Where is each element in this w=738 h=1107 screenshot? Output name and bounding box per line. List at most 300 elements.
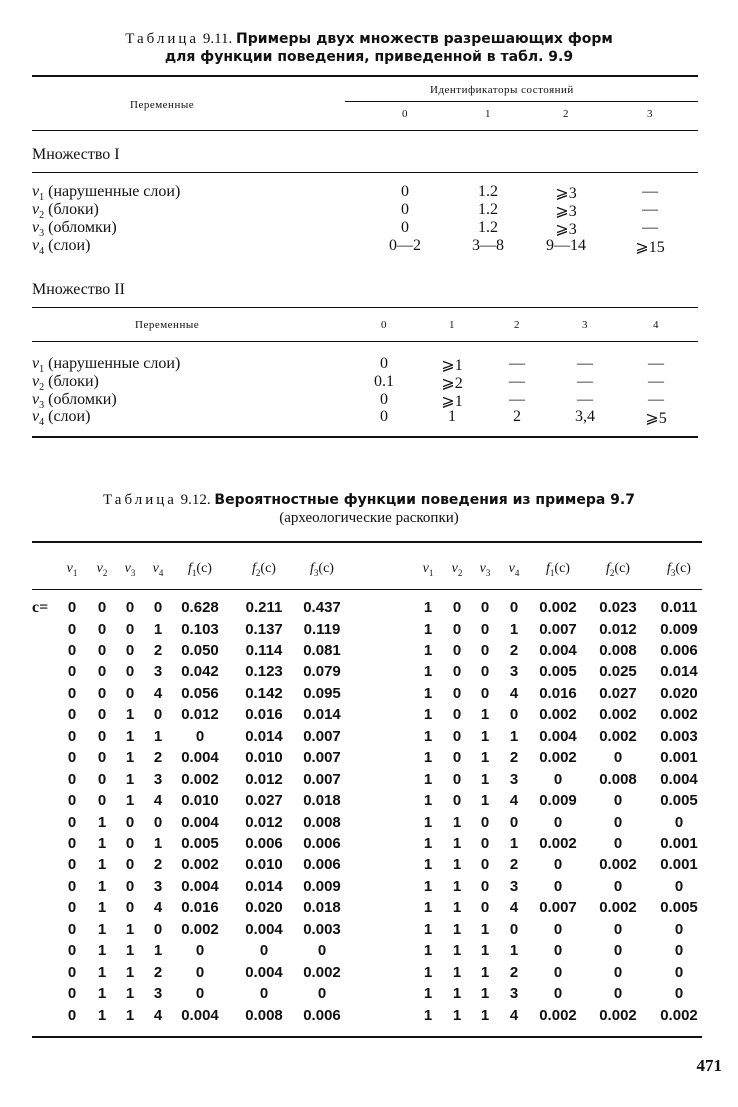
table-cell: 0 (67, 620, 77, 638)
table-cell: 0.007 (303, 770, 341, 788)
table-cell: 0.004 (181, 877, 219, 895)
table-cell: 0 (553, 856, 563, 874)
table-cell: 0.006 (303, 1006, 341, 1024)
table-cell: 0.007 (303, 749, 341, 767)
state-col-header: 3 (647, 108, 653, 120)
table-cell: 1 (153, 727, 163, 745)
table-cell: 0 (67, 985, 77, 1003)
table-cell: 0 (259, 985, 269, 1003)
table-cell: 1 (509, 835, 519, 852)
table-cell: 1 (423, 920, 433, 938)
table-9-11-bottom-rule (32, 436, 698, 438)
table-cell: 0 (452, 792, 462, 809)
table-cell: 0.008 (245, 1006, 283, 1024)
table-cell: 1 (423, 856, 433, 874)
table-cell: 0 (195, 942, 205, 960)
table-cell: 0.119 (303, 620, 341, 638)
table-cell: 0.123 (245, 663, 283, 681)
table-cell: 0.042 (181, 663, 219, 681)
column-header: $f_2(c)$ (252, 561, 276, 578)
table-cell: 0.050 (181, 641, 219, 659)
table-cell: 0.137 (245, 620, 283, 638)
table-cell: 0 (67, 963, 77, 981)
table-cell: 0 (509, 813, 519, 831)
table-cell: 0 (380, 355, 388, 372)
variable-label: $v_2$ (блоки) (32, 201, 99, 222)
table-cell: 1 (423, 963, 433, 981)
table-cell: 0 (674, 920, 684, 938)
table-cell: 1 (423, 706, 433, 724)
table-cell: 4 (509, 684, 519, 702)
table-cell: 1 (480, 727, 490, 745)
table-cell: 0.004 (660, 770, 698, 788)
table-cell: 0.014 (245, 877, 283, 895)
table-cell: 0.211 (245, 599, 283, 616)
page-number: 471 (696, 1056, 722, 1075)
table-cell: 0.437 (303, 599, 341, 616)
table-cell: — (509, 373, 525, 390)
table-cell: 0 (613, 813, 623, 831)
table-cell: 0.002 (660, 706, 698, 724)
table-cell: 0 (452, 620, 462, 638)
table-cell: 0.011 (660, 599, 698, 616)
table-cell: 1 (452, 877, 462, 895)
table-cell: 0.009 (660, 620, 698, 638)
table-cell: ⩾15 (635, 239, 665, 256)
table-cell: 0.001 (660, 856, 698, 874)
caption-title-line1: Вероятностные функции поведения из примера 9.7 (214, 492, 635, 508)
table-cell: 2 (513, 408, 521, 425)
table-cell: 0 (67, 835, 77, 852)
table-cell: 1 (97, 942, 107, 960)
table-cell: 0 (97, 749, 107, 767)
table-cell: 0 (674, 985, 684, 1003)
table-cell: 3 (153, 877, 163, 895)
column-header: $f_3(c)$ (667, 561, 691, 578)
table-cell: 1 (125, 963, 135, 981)
table-cell: 1 (153, 620, 163, 638)
table-cell: 1 (480, 770, 490, 788)
table-cell: 0 (125, 641, 135, 659)
set2-col-header: 1 (449, 319, 455, 331)
table-cell: 0.002 (539, 1006, 577, 1024)
table-cell: 0.023 (599, 599, 637, 616)
table-cell: 1 (423, 942, 433, 960)
table-cell: 0 (97, 792, 107, 809)
table-cell: 1 (480, 706, 490, 724)
table-cell: 4 (509, 1006, 519, 1024)
table-cell: 0.012 (245, 813, 283, 831)
table-cell: 0 (613, 985, 623, 1003)
table-cell: — (509, 355, 525, 372)
table-cell: 0.007 (539, 620, 577, 638)
table-cell: 0 (553, 963, 563, 981)
table-cell: 0 (125, 856, 135, 874)
table-cell: 0 (97, 684, 107, 702)
set2-col-header: 2 (514, 319, 520, 331)
table-cell: 0 (125, 663, 135, 681)
table-cell: 0.008 (599, 641, 637, 659)
table-cell: 0 (125, 899, 135, 917)
table-cell: 4 (509, 899, 519, 917)
variable-label: $v_2$ (блоки) (32, 373, 99, 394)
table-cell: ⩾5 (645, 410, 667, 427)
table-cell: 0 (553, 877, 563, 895)
set2-var-header: Переменные (135, 319, 200, 331)
table-cell: 0 (613, 920, 623, 938)
table-cell: 0.103 (181, 620, 219, 638)
table-cell: 1 (423, 727, 433, 745)
table-cell: 0 (480, 899, 490, 917)
set2-label: Множество II (32, 281, 125, 298)
table-cell: 0 (553, 942, 563, 960)
table-cell: 0 (67, 684, 77, 702)
table-cell: 0 (480, 663, 490, 681)
table-cell: 0.007 (303, 727, 341, 745)
table-cell: 0 (195, 985, 205, 1003)
table-cell: 1 (125, 727, 135, 745)
table-cell: 3 (153, 663, 163, 681)
table-cell: 0 (401, 201, 409, 218)
table-cell: 0 (153, 706, 163, 724)
table-cell: 1 (153, 942, 163, 960)
table-cell: 1 (423, 985, 433, 1003)
table-cell: 0.056 (181, 684, 219, 702)
table-cell: 0.012 (599, 620, 637, 638)
table-cell: 3 (153, 985, 163, 1003)
table-cell: ⩾3 (555, 221, 577, 238)
table-cell: 0 (480, 877, 490, 895)
state-col-header: 0 (402, 108, 408, 120)
table-cell: 0 (97, 706, 107, 724)
table-cell: 1.2 (478, 219, 498, 236)
table-cell: 0 (553, 770, 563, 788)
table-cell: 3,4 (575, 408, 595, 425)
table-cell: 0 (67, 599, 77, 616)
table-cell: 0.002 (539, 706, 577, 724)
table-cell: 1 (423, 620, 433, 638)
table-cell: — (648, 373, 664, 390)
table-cell: 0 (613, 792, 623, 809)
table-cell: 0.012 (181, 706, 219, 724)
table-cell: 1 (423, 792, 433, 809)
table-cell: 0 (452, 599, 462, 616)
table-cell: 2 (153, 641, 163, 659)
variable-label: $v_3$ (обломки) (32, 391, 117, 412)
table-cell: 4 (153, 899, 163, 917)
table-cell: 0.014 (660, 663, 698, 681)
table-cell: 2 (153, 749, 163, 767)
table-cell: 0 (317, 942, 327, 960)
table-cell: 0 (674, 877, 684, 895)
table-cell: 9—14 (546, 237, 586, 254)
table-cell: 0 (153, 599, 163, 616)
table-cell: 0.016 (539, 684, 577, 702)
table-cell: 4 (153, 792, 163, 809)
table-cell: 1 (480, 963, 490, 981)
state-col-header: 2 (563, 108, 569, 120)
table-cell: 0.009 (303, 877, 341, 895)
table-cell: 1 (423, 684, 433, 702)
table-cell: 0 (401, 183, 409, 200)
table-cell: 0 (67, 920, 77, 938)
table-cell: 0.004 (245, 963, 283, 981)
table-cell: 0 (259, 942, 269, 960)
table-cell: 0.012 (245, 770, 283, 788)
table-cell: 0.002 (539, 835, 577, 852)
var-header: Переменные (130, 99, 195, 111)
table-cell: 1 (97, 963, 107, 981)
table-cell: 1 (452, 1006, 462, 1024)
table-cell: ⩾3 (555, 203, 577, 220)
caption-title-line2: (археологические раскопки) (279, 510, 459, 526)
table-cell: 1 (423, 749, 433, 767)
table-cell: 0 (125, 620, 135, 638)
table-cell: 0.025 (599, 663, 637, 681)
table-cell: 1 (452, 985, 462, 1003)
table-cell: 0 (452, 663, 462, 681)
table-cell: 1 (452, 856, 462, 874)
table-cell: 0 (97, 620, 107, 638)
table-cell: 0.1 (374, 373, 394, 390)
table-cell: 0.006 (245, 835, 283, 852)
table-cell: 1 (125, 749, 135, 767)
table-cell: ⩾2 (441, 375, 463, 392)
t912-bottom-rule (32, 1036, 702, 1038)
table-cell: 0.628 (181, 599, 219, 616)
table-cell: 0 (613, 835, 623, 852)
table-cell: 0 (674, 963, 684, 981)
column-header: $v_3$ (479, 561, 491, 578)
table-cell: 0 (452, 706, 462, 724)
table-cell: 0.009 (539, 792, 577, 809)
table-cell: 2 (153, 963, 163, 981)
table-cell: 0.016 (245, 706, 283, 724)
variable-label: $v_1$ (нарушенные слои) (32, 183, 181, 204)
table-cell: 0.002 (181, 920, 219, 938)
table-cell: ⩾3 (555, 185, 577, 202)
table-cell: — (509, 391, 525, 408)
table-cell: 0.020 (660, 684, 698, 702)
table-cell: 0.010 (245, 856, 283, 874)
table-cell: 1 (125, 770, 135, 788)
table-cell: 0 (613, 877, 623, 895)
table-cell: 0 (509, 706, 519, 724)
table-cell: 0.114 (245, 641, 283, 659)
table-cell: 0.014 (303, 706, 341, 724)
set1-label: Множество I (32, 146, 120, 163)
table-cell: 0.004 (181, 813, 219, 831)
column-header: $f_1(c)$ (188, 561, 212, 578)
table-cell: — (648, 391, 664, 408)
table-cell: 0 (553, 985, 563, 1003)
table-9-11-caption-line2 (0, 48, 738, 66)
column-header: $v_4$ (152, 561, 164, 578)
caption-title-line2: для функции поведения, приведенной в табл. 9.9 (164, 49, 574, 65)
table-cell: 0.004 (539, 641, 577, 659)
table-cell: 4 (509, 792, 519, 809)
table-cell: 3 (153, 770, 163, 788)
header-rule (32, 130, 698, 131)
set2-col-header: 3 (582, 319, 588, 331)
table-cell: 0 (452, 641, 462, 659)
table-cell: 4 (153, 684, 163, 702)
state-header: Идентификаторы состояний (430, 84, 574, 96)
table-cell: 0 (67, 641, 77, 659)
table-cell: 0 (97, 727, 107, 745)
variable-label: $v_3$ (обломки) (32, 219, 117, 240)
table-cell: 0 (67, 749, 77, 767)
table-cell: 0.006 (303, 835, 341, 852)
table-cell: 1 (480, 920, 490, 938)
table-cell: — (642, 219, 658, 236)
table-cell: 0—2 (389, 237, 421, 254)
table-cell: — (577, 391, 593, 408)
table-cell: 0 (67, 792, 77, 809)
table-cell: 1 (448, 408, 456, 425)
table-cell: 0.142 (245, 684, 283, 702)
table-cell: 1 (423, 899, 433, 917)
table-cell: 0 (480, 835, 490, 852)
table-cell: 0.008 (599, 770, 637, 788)
column-header: $v_4$ (508, 561, 520, 578)
table-cell: 1 (480, 985, 490, 1003)
table-cell: 0 (480, 620, 490, 638)
table-cell: 0.095 (303, 684, 341, 702)
table-cell: 0.005 (181, 835, 219, 852)
state-header-rule (345, 101, 698, 102)
table-cell: 0 (125, 835, 135, 852)
column-header: $f_3(c)$ (310, 561, 334, 578)
column-header: $f_1(c)$ (546, 561, 570, 578)
table-cell: 1 (452, 813, 462, 831)
table-cell: 0 (153, 813, 163, 831)
table-cell: 1 (97, 920, 107, 938)
table-cell: 0.004 (181, 1006, 219, 1024)
table-cell: 0.005 (660, 792, 698, 809)
table-cell: 1 (125, 985, 135, 1003)
table-cell: 0.001 (660, 835, 698, 852)
table-cell: 0.006 (303, 856, 341, 874)
table-cell: 0 (97, 641, 107, 659)
table-cell: 0 (153, 920, 163, 938)
table-cell: 1 (97, 1006, 107, 1024)
caption-number: 9.12. (180, 492, 211, 508)
table-cell: 1 (423, 641, 433, 659)
table-cell: 0.027 (245, 792, 283, 809)
table-cell: 2 (509, 963, 519, 981)
table-cell: 0 (480, 813, 490, 831)
table-cell: 0.005 (660, 899, 698, 917)
table-cell: 0 (380, 391, 388, 408)
table-cell: 0.002 (181, 770, 219, 788)
table-cell: 1 (423, 663, 433, 681)
table-cell: 0 (67, 727, 77, 745)
table-cell: 0 (613, 963, 623, 981)
table-cell: 0 (553, 920, 563, 938)
table-cell: 0.010 (245, 749, 283, 767)
table-cell: 0.027 (599, 684, 637, 702)
table-cell: 1 (423, 599, 433, 616)
table-cell: 0 (97, 599, 107, 616)
table-cell: 0.005 (539, 663, 577, 681)
table-cell: 1 (423, 877, 433, 895)
column-header: $v_1$ (66, 561, 78, 578)
table-cell: 1 (97, 856, 107, 874)
table-cell: 0 (480, 856, 490, 874)
table-cell: 1 (125, 792, 135, 809)
table-cell: 0.010 (181, 792, 219, 809)
table-cell: 0.003 (303, 920, 341, 938)
table-cell: 1 (125, 920, 135, 938)
table-cell: 0 (509, 599, 519, 616)
column-header: $v_1$ (422, 561, 434, 578)
table-9-12-caption-line2 (0, 509, 738, 527)
table-cell: 0.002 (539, 749, 577, 767)
table-cell: — (648, 355, 664, 372)
table-cell: 0 (195, 963, 205, 981)
set2-top-rule (32, 307, 698, 308)
set2-col-header: 0 (381, 319, 387, 331)
table-cell: 0 (97, 663, 107, 681)
table-cell: 0.002 (599, 856, 637, 874)
table-cell: 1 (423, 835, 433, 852)
table-cell: 1 (125, 942, 135, 960)
caption-label: Таблица (103, 492, 177, 508)
table-cell: 0 (67, 770, 77, 788)
table-cell: 0.002 (539, 599, 577, 616)
table-cell: 0.002 (599, 727, 637, 745)
table-cell: 0.079 (303, 663, 341, 681)
table-cell: 0.020 (245, 899, 283, 917)
table-cell: ⩾1 (441, 357, 463, 374)
column-header: $v_2$ (451, 561, 463, 578)
variable-label: $v_4$ (слои) (32, 408, 91, 429)
table-cell: 1 (480, 1006, 490, 1024)
table-cell: 0 (67, 813, 77, 831)
table-cell: 0.002 (599, 1006, 637, 1024)
column-header: $v_2$ (96, 561, 108, 578)
table-cell: 1 (97, 877, 107, 895)
table-cell: 3 (509, 663, 519, 681)
table-cell: 0.018 (303, 899, 341, 917)
table-cell: 0.002 (181, 856, 219, 874)
table-cell: 0.007 (539, 899, 577, 917)
table-cell: 1 (509, 942, 519, 960)
table-cell: 1.2 (478, 183, 498, 200)
table-cell: 1 (97, 985, 107, 1003)
t912-header-rule (32, 589, 702, 590)
table-cell: 1 (452, 899, 462, 917)
table-cell: 0.001 (660, 749, 698, 767)
table-cell: 2 (509, 641, 519, 659)
set2-header-rule (32, 341, 698, 342)
state-col-header: 1 (485, 108, 491, 120)
table-cell: 0 (67, 856, 77, 874)
table-cell: ⩾1 (441, 393, 463, 410)
t912-top-rule (32, 541, 702, 543)
column-header: $f_2(c)$ (606, 561, 630, 578)
table-cell: 1 (480, 792, 490, 809)
caption-label: Таблица (125, 31, 200, 47)
table-cell: 0 (67, 663, 77, 681)
table-cell: 0 (97, 770, 107, 788)
table-cell: 0 (509, 920, 519, 938)
table-cell: 0 (380, 408, 388, 425)
table-cell: 0 (452, 770, 462, 788)
table-cell: 0.002 (660, 1006, 698, 1024)
table-cell: 3—8 (472, 237, 504, 254)
